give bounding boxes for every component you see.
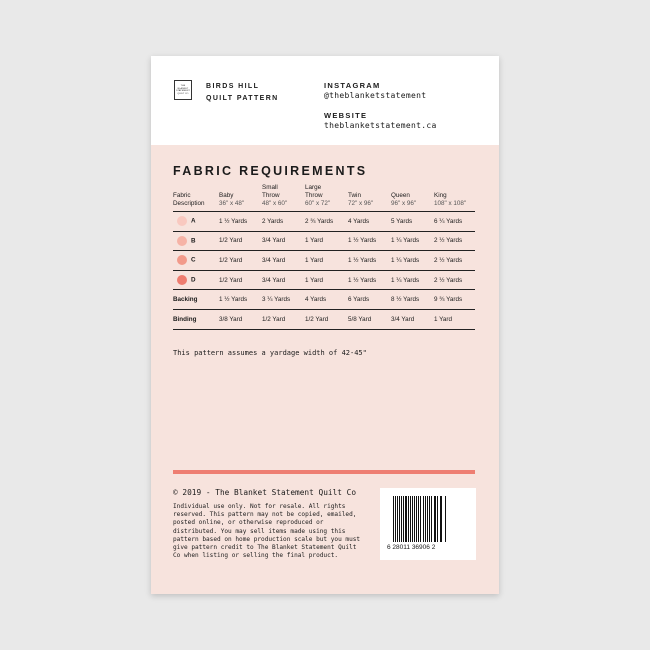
column-header <box>262 184 305 212</box>
yardage-cell: 1 ¼ Yards <box>391 237 420 245</box>
yardage-cell: 5 Yards <box>391 217 413 225</box>
fabric-table <box>173 184 475 330</box>
fabric-requirements-title: FABRIC REQUIREMENTS <box>173 164 368 178</box>
fabric-label-cell <box>173 231 219 251</box>
yardage-cell: 3/4 Yard <box>262 276 286 284</box>
column-header <box>173 184 219 212</box>
logo-text: THE BLANKET STATEMENT QUILT CO <box>176 85 190 95</box>
yardage-cell: 9 ¾ Yards <box>434 296 463 304</box>
yardage-cell: 2 ½ Yards <box>434 237 463 245</box>
yardage-cell: 6 ¼ Yards <box>434 217 463 225</box>
yardage-cell: 1 Yard <box>305 256 323 264</box>
yardage-cell: 1 Yard <box>305 237 323 245</box>
fabric-label-cell <box>173 290 219 310</box>
fabric-label-cell <box>173 212 219 232</box>
yardage-cell: 2 ½ Yards <box>434 256 463 264</box>
column-name: Queen <box>391 192 410 199</box>
fabric-swatch <box>177 275 187 285</box>
copyright: © 2019 - The Blanket Statement Quilt Co <box>173 488 357 497</box>
yardage-cell: 1/2 Yard <box>219 237 243 245</box>
barcode-bar <box>412 496 413 542</box>
brand-logo <box>174 80 192 100</box>
column-name: Twin <box>348 192 361 199</box>
yardage-cell: 5/8 Yard <box>348 315 372 323</box>
yardage-cell: 2 ¾ Yards <box>305 217 334 225</box>
barcode-bar <box>403 496 404 542</box>
fabric-label: D <box>191 276 196 284</box>
barcode-bar <box>414 496 415 542</box>
barcode-bar <box>418 496 419 542</box>
yardage-cell: 3/4 Yard <box>262 256 286 264</box>
yardage-cell: 3/4 Yard <box>262 237 286 245</box>
barcode-bar <box>397 496 398 542</box>
website-label: WEBSITE <box>324 111 368 120</box>
yardage-cell: 1/2 Yard <box>262 315 286 323</box>
yardage-cell: 3/8 Yard <box>219 315 243 323</box>
fabric-label: Binding <box>173 315 197 323</box>
legal-text <box>173 503 383 560</box>
yardage-cell: 1 ¼ Yards <box>391 256 420 264</box>
column-header <box>348 184 391 212</box>
column-header <box>434 184 475 212</box>
barcode-bar <box>441 496 442 542</box>
fabric-label: A <box>191 217 196 225</box>
yardage-cell: 1 ½ Yards <box>219 296 248 304</box>
fabric-label: Backing <box>173 296 198 304</box>
yardage-cell: 1/2 Yard <box>219 256 243 264</box>
yardage-cell: 2 ½ Yards <box>434 276 463 284</box>
yardage-cell: 1 ½ Yards <box>348 237 377 245</box>
yardage-cell: 6 Yards <box>348 296 370 304</box>
barcode-bar <box>423 496 424 542</box>
yardage-cell: 3/4 Yard <box>391 315 415 323</box>
column-size: 48" x 60" <box>262 200 288 207</box>
fabric-label: B <box>191 237 196 245</box>
table-row <box>173 290 475 310</box>
table-header-row <box>173 184 475 212</box>
yardage-cell: 1 Yard <box>305 276 323 284</box>
yardage-cell: 1 Yard <box>434 315 452 323</box>
fabric-label-cell <box>173 309 219 329</box>
barcode-bar <box>434 496 435 542</box>
table-row <box>173 212 475 232</box>
barcode-bar <box>429 496 430 542</box>
table-row <box>173 270 475 290</box>
yardage-cell: 1 ½ Yards <box>348 256 377 264</box>
barcode <box>380 488 476 560</box>
fabric-label: C <box>191 257 196 265</box>
fabric-swatch <box>177 216 187 226</box>
fabric-label-cell <box>173 251 219 271</box>
table-row <box>173 309 475 329</box>
barcode-bar <box>410 496 411 542</box>
column-header <box>391 184 434 212</box>
barcode-bar <box>401 496 402 542</box>
yardage-cell: 1 ¼ Yards <box>391 276 420 284</box>
table-row <box>173 251 475 271</box>
instagram-label: INSTAGRAM <box>324 81 381 90</box>
barcode-bar <box>435 496 436 542</box>
barcode-bar <box>408 496 409 542</box>
barcode-bar <box>420 496 421 542</box>
column-size: 72" x 96" <box>348 200 374 207</box>
column-name: Large Throw <box>305 184 323 199</box>
yardage-cell: 2 Yards <box>262 217 284 225</box>
pattern-name-line-2: QUILT PATTERN <box>206 95 279 102</box>
pattern-name-line-1: BIRDS HILL <box>206 83 260 90</box>
legal-line: posted online, or otherwise reproduced or <box>173 519 324 527</box>
fabric-label-cell <box>173 270 219 290</box>
barcode-bar <box>393 496 394 542</box>
fabric-swatch <box>177 236 187 246</box>
barcode-bar <box>399 496 400 542</box>
column-size: 108" x 108" <box>434 200 467 207</box>
column-size: 96" x 96" <box>391 200 417 207</box>
table-row <box>173 231 475 251</box>
yardage-cell: 3 ¼ Yards <box>262 296 291 304</box>
yardage-note: This pattern assumes a yardage width of 42-45" <box>173 349 367 357</box>
barcode-bar <box>431 496 432 542</box>
legal-line: Co when listing or selling the final product. <box>173 552 339 560</box>
column-name: King <box>434 192 447 199</box>
yardage-cell: 1 ½ Yards <box>348 276 377 284</box>
yardage-cell: 4 Yards <box>305 296 327 304</box>
barcode-bar <box>405 496 407 542</box>
column-name: Baby <box>219 192 234 199</box>
yardage-cell: 1 ½ Yards <box>219 217 248 225</box>
barcode-bar <box>427 496 428 542</box>
column-name: Fabric Description <box>173 192 205 207</box>
yardage-cell: 1/2 Yard <box>305 315 329 323</box>
website-url: theblanketstatement.ca <box>324 121 437 130</box>
barcode-bar <box>395 496 396 542</box>
legal-line: reserved. This pattern may not be copied, emailed, <box>173 511 357 519</box>
legal-line: Individual use only. Not for resale. All rights <box>173 503 346 510</box>
legal-line: pattern based on home production scale but you must <box>173 535 361 543</box>
barcode-number: 6 28011 36906 2 <box>387 544 436 551</box>
column-size: 60" x 72" <box>305 200 331 207</box>
column-size: 36" x 48" <box>219 200 245 207</box>
yardage-cell: 8 ½ Yards <box>391 296 420 304</box>
legal-line: give pattern credit to The Blanket Statement Quilt <box>173 544 357 552</box>
yardage-cell: 1/2 Yard <box>219 276 243 284</box>
pattern-name <box>206 81 279 105</box>
yardage-cell: 4 Yards <box>348 217 370 225</box>
legal-line: distributed. You may sell items made using this <box>173 527 346 535</box>
pattern-back-cover <box>151 56 499 594</box>
barcode-bar <box>437 496 438 542</box>
table-body <box>173 212 475 330</box>
fabric-swatch <box>177 255 187 265</box>
barcode-bar <box>416 496 417 542</box>
barcode-bar <box>440 496 441 542</box>
barcode-bar <box>445 496 446 542</box>
instagram-handle: @theblanketstatement <box>324 91 427 100</box>
header <box>151 56 499 145</box>
accent-divider <box>173 470 475 474</box>
column-header <box>305 184 348 212</box>
column-header <box>219 184 262 212</box>
barcode-bar <box>425 496 426 542</box>
column-name: Small Throw <box>262 184 280 199</box>
